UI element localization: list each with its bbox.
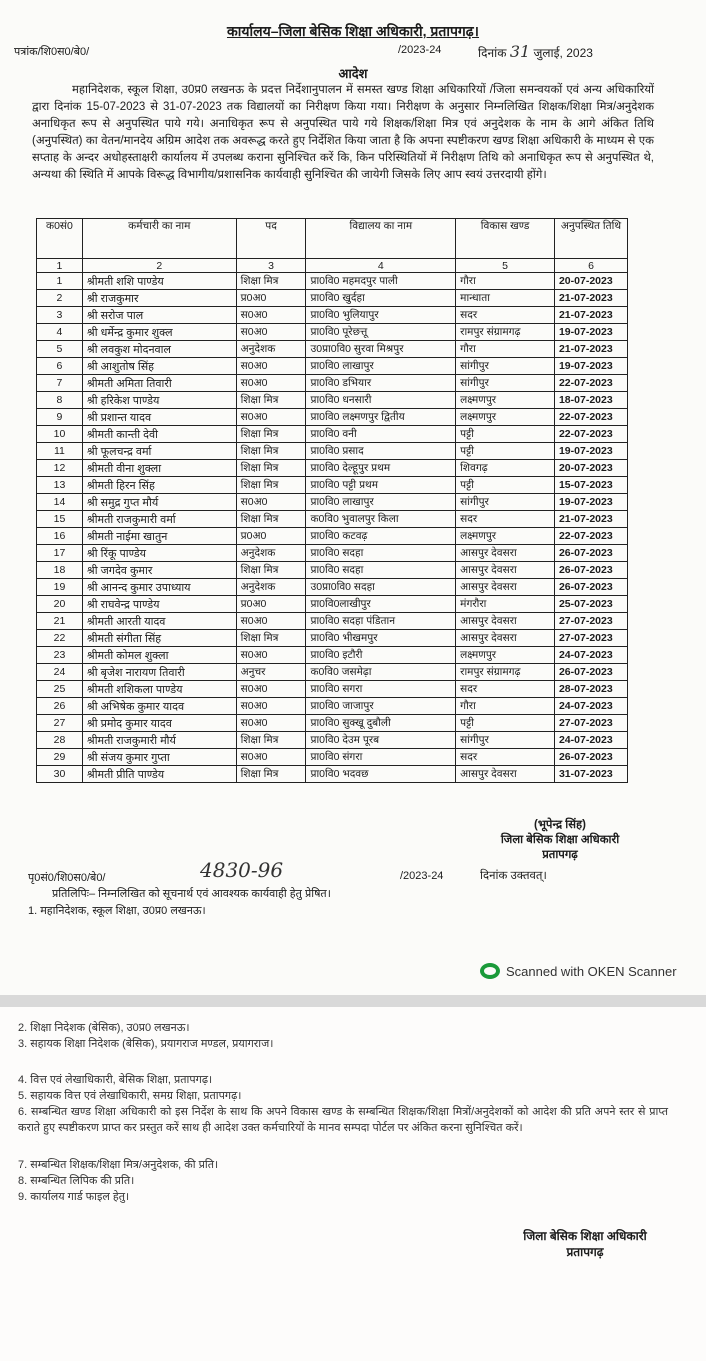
table-row (37, 290, 628, 307)
copy-item-7: 7. सम्बन्धित शिक्षक/शिक्षा मित्र/अनुदेशक, की प्रति। (18, 1159, 219, 1171)
column-number: 1 (37, 259, 83, 273)
absent-date-cell: 22-07-2023 (554, 409, 627, 426)
column-header: कर्मचारी का नाम (82, 219, 236, 259)
table-row (37, 664, 628, 681)
table-row (37, 698, 628, 715)
absent-date-cell: 25-07-2023 (554, 596, 627, 613)
copy-item-2: 2. शिक्षा निदेशक (बेसिक), उ0प्र0 लखनऊ। (18, 1022, 190, 1034)
serial-number-cell: 27 (37, 715, 83, 732)
employee-name-cell: श्री प्रमोद कुमार यादव (82, 715, 236, 732)
school-name-cell: प्रा0वि0 पट्टी प्रथम (306, 477, 456, 494)
column-header: विद्यालय का नाम (306, 219, 456, 259)
table-row (37, 613, 628, 630)
serial-number-cell: 23 (37, 647, 83, 664)
development-block-cell: पट्टी (456, 426, 555, 443)
serial-number-cell: 10 (37, 426, 83, 443)
post-cell: स0अ0 (236, 613, 306, 630)
employee-name-cell: श्री फूलचन्द्र वर्मा (82, 443, 236, 460)
absent-date-cell: 22-07-2023 (554, 528, 627, 545)
school-name-cell: प्रा0वि0 इटौरी (306, 647, 456, 664)
development-block-cell: सदर (456, 511, 555, 528)
signatory-designation-2: जिला बेसिक शिक्षा अधिकारी (523, 1229, 647, 1243)
serial-number-cell: 3 (37, 307, 83, 324)
development-block-cell: पट्टी (456, 443, 555, 460)
school-name-cell: प्रा0वि0 धनसारी (306, 392, 456, 409)
school-name-cell: प्रा0वि0 वनी (306, 426, 456, 443)
scanner-label: Scanned with OKEN Scanner (506, 963, 677, 979)
absent-date-cell: 21-07-2023 (554, 341, 627, 358)
absent-date-cell: 26-07-2023 (554, 749, 627, 766)
table-row (37, 324, 628, 341)
school-name-cell: प्रा0वि0 सदहा (306, 562, 456, 579)
table-row (37, 749, 628, 766)
table-row (37, 443, 628, 460)
copy-handwritten-number: 4830-96 (200, 858, 284, 882)
post-cell: शिक्षा मित्र (236, 273, 306, 290)
absent-date-cell: 21-07-2023 (554, 307, 627, 324)
serial-number-cell: 8 (37, 392, 83, 409)
school-name-cell: क0वि0 भुवालपुर किला (306, 511, 456, 528)
column-header: विकास खण्ड (456, 219, 555, 259)
employee-name-cell: श्रीमती वीना शुक्ला (82, 460, 236, 477)
table-row (37, 375, 628, 392)
school-name-cell: प्रा0वि0 भीखमपुर (306, 630, 456, 647)
serial-number-cell: 2 (37, 290, 83, 307)
post-cell: शिक्षा मित्र (236, 732, 306, 749)
post-cell: स0अ0 (236, 698, 306, 715)
development-block-cell: लक्ष्मणपुर (456, 647, 555, 664)
table-row (37, 341, 628, 358)
absent-date-cell: 18-07-2023 (554, 392, 627, 409)
office-title: कार्यालय–जिला बेसिक शिक्षा अधिकारी, प्रतापगढ़। (226, 23, 479, 39)
post-cell: स0अ0 (236, 307, 306, 324)
school-name-cell: प्रा0वि0 देल्हूपुर प्रथम (306, 460, 456, 477)
absent-date-cell: 24-07-2023 (554, 698, 627, 715)
employee-name-cell: श्री जगदेव कुमार (82, 562, 236, 579)
development-block-cell: लक्ष्मणपुर (456, 409, 555, 426)
school-name-cell: प्रा0वि0 देउम पूरब (306, 732, 456, 749)
table-row (37, 681, 628, 698)
post-cell: स0अ0 (236, 358, 306, 375)
table-row (37, 732, 628, 749)
serial-number-cell: 29 (37, 749, 83, 766)
employee-name-cell: श्रीमती आरती यादव (82, 613, 236, 630)
copy-item-6: 6. सम्बन्धित खण्ड शिक्षा अधिकारी को इस निर्देश के साथ कि अपने विकास खण्ड के सम्बन्धित शिक्षक/शिक्षा मित्रों/अनुदेशकों को आदेश की प्रति अपने स्तर से प्राप्त कराते हुए स्पष्टीकरण प्राप्त कर प्रस्तुत करें साथ ही आदेश उक्त कर्मचारियों के मानव सम्पदा पोर्टल पर अंकित करना सुनिश्चित करें। (18, 1106, 668, 1134)
table-row (37, 647, 628, 664)
absent-date-cell: 27-07-2023 (554, 630, 627, 647)
development-block-cell: लक्ष्मणपुर (456, 392, 555, 409)
development-block-cell: गौरा (456, 273, 555, 290)
development-block-cell: सदर (456, 749, 555, 766)
employee-name-cell: श्रीमती कान्ती देवी (82, 426, 236, 443)
absent-date-cell: 31-07-2023 (554, 766, 627, 783)
serial-number-cell: 13 (37, 477, 83, 494)
post-cell: शिक्षा मित्र (236, 562, 306, 579)
absent-date-cell: 24-07-2023 (554, 647, 627, 664)
serial-number-cell: 26 (37, 698, 83, 715)
employee-name-cell: श्री धर्मेन्द्र कुमार शुक्ल (82, 324, 236, 341)
post-cell: स0अ0 (236, 749, 306, 766)
copy-item-4: 4. वित्त एवं लेखाधिकारी, बेसिक शिक्षा, प्रतापगढ़। (18, 1074, 213, 1086)
employee-name-cell: श्रीमती प्रीति पाण्डेय (82, 766, 236, 783)
school-name-cell: उ0प्रा0वि0 सुरवा मिश्रपुर (306, 341, 456, 358)
employee-name-cell: श्रीमती हिरन सिंह (82, 477, 236, 494)
absent-date-cell: 19-07-2023 (554, 324, 627, 341)
absent-date-cell: 26-07-2023 (554, 579, 627, 596)
serial-number-cell: 9 (37, 409, 83, 426)
column-header: अनुपस्थित तिथि (554, 219, 627, 259)
copy-item-8: 8. सम्बन्धित लिपिक की प्रति। (18, 1175, 135, 1187)
post-cell: शिक्षा मित्र (236, 443, 306, 460)
order-date (478, 42, 593, 61)
school-name-cell: प्रा0वि0 प्रसाद (306, 443, 456, 460)
signatory-place: प्रतापगढ़ (542, 849, 578, 861)
post-cell: स0अ0 (236, 494, 306, 511)
absent-date-cell: 26-07-2023 (554, 664, 627, 681)
absent-date-cell: 27-07-2023 (554, 715, 627, 732)
post-cell: शिक्षा मित्र (236, 426, 306, 443)
development-block-cell: रामपुर संग्रामगढ़ (456, 324, 555, 341)
employee-name-cell: श्रीमती अमिता तिवारी (82, 375, 236, 392)
absent-date-cell: 21-07-2023 (554, 511, 627, 528)
development-block-cell: मान्धाता (456, 290, 555, 307)
post-cell: शिक्षा मित्र (236, 392, 306, 409)
absentee-table (36, 218, 628, 783)
serial-number-cell: 19 (37, 579, 83, 596)
serial-number-cell: 24 (37, 664, 83, 681)
scanner-watermark (480, 963, 677, 979)
table-row (37, 579, 628, 596)
employee-name-cell: श्री लवकुश मोदनवाल (82, 341, 236, 358)
serial-number-cell: 25 (37, 681, 83, 698)
serial-number-cell: 16 (37, 528, 83, 545)
employee-name-cell: श्रीमती राजकुमारी मौर्य (82, 732, 236, 749)
signatory-name: (भूपेन्द्र सिंह) (534, 819, 586, 831)
school-name-cell: प्रा0वि0 भदवछ (306, 766, 456, 783)
table-row (37, 477, 628, 494)
serial-number-cell: 20 (37, 596, 83, 613)
development-block-cell: पट्टी (456, 477, 555, 494)
absent-date-cell: 19-07-2023 (554, 494, 627, 511)
post-cell: स0अ0 (236, 647, 306, 664)
school-name-cell: प्रा0वि0 जाजापुर (306, 698, 456, 715)
serial-number-cell: 17 (37, 545, 83, 562)
table-row (37, 630, 628, 647)
employee-name-cell: श्री अभिषेक कुमार यादव (82, 698, 236, 715)
development-block-cell: आसपुर देवसरा (456, 545, 555, 562)
oken-logo-icon (480, 963, 500, 979)
employee-name-cell: श्री आनन्द कुमार उपाध्याय (82, 579, 236, 596)
absent-date-cell: 19-07-2023 (554, 443, 627, 460)
table-row (37, 460, 628, 477)
order-heading: आदेश (338, 66, 368, 81)
order-body: महानिदेशक, स्कूल शिक्षा, उ0प्र0 लखनऊ के प्रदत्त निर्देशानुपालन में समस्त खण्ड शिक्षा अधिकारियों /जिला समन्वयकों एवं अन्य अधिकारियों द्वारा दिनांक 15-07-2023 से 31-07-2023 तक विद्यालयों का निरीक्षण किया गया। निरीक्षण के अनुसार निम्नलिखित शिक्षक/शिक्षा मित्र/अनुदेशक अनाधिकृत रूप से अनुपस्थित पाये गये। अनाधिकृत रूप से अनुपस्थित पाये गये शिक्षक/शिक्षा मित्र एवं अनुदेशक के नाम के आगे अंकित तिथि (अनुपस्थित) का वेतन/मानदेय अग्रिम आदेश तक अवरूद्ध करते हुए निर्देशित किया जाता है कि अपना स्पष्टीकरण खण्ड शिक्षा अधिकारी के माध्यम से एक सप्ताह के अन्दर अधोहस्ताक्षरी कार्यालय में उपलब्ध कराना सुनिश्चित करें कि, किन परिस्थितियों में निरीक्षण तिथि को अनाधिकृत रूप से अनुपस्थित थे, अन्यथा की स्थिति में आपके विरूद्ध विभागीय/प्रशासनिक कार्यवाही सुनिश्चित की जायेगी जिसके लिए आप स्वयं उत्तरदायी होंगे। (32, 84, 654, 181)
table-row (37, 715, 628, 732)
employee-name-cell: श्रीमती शशिकला पाण्डेय (82, 681, 236, 698)
serial-number-cell: 7 (37, 375, 83, 392)
serial-number-cell: 30 (37, 766, 83, 783)
employee-name-cell: श्री रिंकू पाण्डेय (82, 545, 236, 562)
column-number-row (37, 259, 628, 273)
post-cell: स0अ0 (236, 375, 306, 392)
column-header: क0सं0 (37, 219, 83, 259)
post-cell: प्र0अ0 (236, 290, 306, 307)
development-block-cell: सदर (456, 681, 555, 698)
serial-number-cell: 22 (37, 630, 83, 647)
employee-name-cell: श्रीमती संगीता सिंह (82, 630, 236, 647)
school-name-cell: प्रा0वि0 लक्ष्मणपुर द्वितीय (306, 409, 456, 426)
serial-number-cell: 28 (37, 732, 83, 749)
column-number: 2 (82, 259, 236, 273)
copy-item-3: 3. सहायक शिक्षा निदेशक (बेसिक), प्रयागराज मण्डल, प्रयागराज। (18, 1038, 274, 1050)
table-row (37, 596, 628, 613)
development-block-cell: पट्टी (456, 715, 555, 732)
school-name-cell: उ0प्रा0वि0 सदहा (306, 579, 456, 596)
absent-date-cell: 24-07-2023 (554, 732, 627, 749)
employee-name-cell: श्रीमती कोमल शुक्ला (82, 647, 236, 664)
table-row (37, 528, 628, 545)
column-number: 3 (236, 259, 306, 273)
development-block-cell: आसपुर देवसरा (456, 613, 555, 630)
absent-date-cell: 20-07-2023 (554, 273, 627, 290)
table-row (37, 392, 628, 409)
employee-name-cell: श्री राजकुमार (82, 290, 236, 307)
post-cell: अनुचर (236, 664, 306, 681)
employee-name-cell: श्री बृजेश नारायण तिवारी (82, 664, 236, 681)
post-cell: स0अ0 (236, 324, 306, 341)
development-block-cell: आसपुर देवसरा (456, 579, 555, 596)
employee-name-cell: श्री समुद्र गुप्त मौर्य (82, 494, 236, 511)
development-block-cell: शिवगढ़ (456, 460, 555, 477)
school-name-cell: प्रा0वि0 खुर्दहा (306, 290, 456, 307)
date-day: 31 (509, 42, 531, 61)
school-name-cell: प्रा0वि0 सगरा (306, 681, 456, 698)
table-row (37, 409, 628, 426)
copy-year: /2023-24 (400, 870, 444, 882)
post-cell: स0अ0 (236, 409, 306, 426)
copy-item-5: 5. सहायक वित्त एवं लेखाधिकारी, समग्र शिक्षा, प्रतापगढ़। (18, 1090, 242, 1102)
absent-date-cell: 20-07-2023 (554, 460, 627, 477)
school-name-cell: प्रा0वि0 डभियार (306, 375, 456, 392)
reference-number: पत्रांक/शि0स0/बे0/ (14, 46, 90, 58)
post-cell: शिक्षा मित्र (236, 766, 306, 783)
employee-name-cell: श्रीमती नाईमा खातुन (82, 528, 236, 545)
development-block-cell: सांगीपुर (456, 358, 555, 375)
absent-date-cell: 22-07-2023 (554, 426, 627, 443)
development-block-cell: सदर (456, 307, 555, 324)
school-name-cell: प्रा0वि0 पूरेछत्तू (306, 324, 456, 341)
table-header-row (37, 219, 628, 259)
absent-date-cell: 26-07-2023 (554, 545, 627, 562)
table-row (37, 545, 628, 562)
development-block-cell: गौरा (456, 698, 555, 715)
post-cell: अनुदेशक (236, 341, 306, 358)
column-number: 4 (306, 259, 456, 273)
table-row (37, 562, 628, 579)
employee-name-cell: श्रीमती शशि पाण्डेय (82, 273, 236, 290)
serial-number-cell: 5 (37, 341, 83, 358)
serial-number-cell: 14 (37, 494, 83, 511)
school-name-cell: प्रा0वि0लाखीपुर (306, 596, 456, 613)
post-cell: शिक्षा मित्र (236, 630, 306, 647)
development-block-cell: गौरा (456, 341, 555, 358)
development-block-cell: सांगीपुर (456, 375, 555, 392)
employee-name-cell: श्री हरिकेश पाण्डेय (82, 392, 236, 409)
signature-block-2 (500, 1228, 670, 1260)
column-number: 6 (554, 259, 627, 273)
employee-name-cell: श्रीमती राजकुमारी वर्मा (82, 511, 236, 528)
table-row (37, 307, 628, 324)
signatory-place-2: प्रतापगढ़ (566, 1245, 604, 1259)
serial-number-cell: 15 (37, 511, 83, 528)
copy-date: दिनांक उक्तवत्। (480, 870, 547, 882)
employee-name-cell: श्री राघवेन्द्र पाण्डेय (82, 596, 236, 613)
post-cell: शिक्षा मित्र (236, 511, 306, 528)
signature-block (470, 818, 650, 863)
table-row (37, 494, 628, 511)
column-header: पद (236, 219, 306, 259)
post-cell: स0अ0 (236, 715, 306, 732)
serial-number-cell: 12 (37, 460, 83, 477)
serial-number-cell: 11 (37, 443, 83, 460)
copy-heading: प्रतिलिपिः– निम्नलिखित को सूचनार्थ एवं आवश्यक कार्यवाही हेतु प्रेषित। (52, 888, 331, 900)
date-month-year: जुलाई, 2023 (533, 46, 593, 60)
employee-name-cell: श्री सरोज पाल (82, 307, 236, 324)
post-cell: अनुदेशक (236, 579, 306, 596)
school-name-cell: प्रा0वि0 लाखापुर (306, 358, 456, 375)
absent-date-cell: 15-07-2023 (554, 477, 627, 494)
absent-date-cell: 26-07-2023 (554, 562, 627, 579)
school-name-cell: प्रा0वि0 संगरा (306, 749, 456, 766)
employee-name-cell: श्री संजय कुमार गुप्ता (82, 749, 236, 766)
absent-date-cell: 28-07-2023 (554, 681, 627, 698)
development-block-cell: मंगरौरा (456, 596, 555, 613)
employee-name-cell: श्री प्रशान्त यादव (82, 409, 236, 426)
signatory-designation: जिला बेसिक शिक्षा अधिकारी (500, 834, 620, 846)
serial-number-cell: 4 (37, 324, 83, 341)
table-row (37, 358, 628, 375)
absent-date-cell: 27-07-2023 (554, 613, 627, 630)
post-cell: अनुदेशक (236, 545, 306, 562)
table-row (37, 766, 628, 783)
post-cell: शिक्षा मित्र (236, 477, 306, 494)
development-block-cell: आसपुर देवसरा (456, 630, 555, 647)
school-name-cell: प्रा0वि0 भुलियापुर (306, 307, 456, 324)
development-block-cell: लक्ष्मणपुर (456, 528, 555, 545)
development-block-cell: आसपुर देवसरा (456, 766, 555, 783)
copy-item-9: 9. कार्यालय गार्ड फाइल हेतु। (18, 1191, 130, 1203)
development-block-cell: रामपुर संग्रामगढ़ (456, 664, 555, 681)
page-separator (0, 995, 706, 1007)
development-block-cell: सांगीपुर (456, 732, 555, 749)
school-name-cell: प्रा0वि0 महमदपुर पाली (306, 273, 456, 290)
school-name-cell: प्रा0वि0 लाखापुर (306, 494, 456, 511)
absent-date-cell: 21-07-2023 (554, 290, 627, 307)
employee-name-cell: श्री आशुतोष सिंह (82, 358, 236, 375)
copy-item-1: 1. महानिदेशक, स्कूल शिक्षा, उ0प्र0 लखनऊ। (28, 905, 206, 917)
absent-date-cell: 19-07-2023 (554, 358, 627, 375)
serial-number-cell: 6 (37, 358, 83, 375)
school-name-cell: प्रा0वि0 सदहा पंडितान (306, 613, 456, 630)
table-row (37, 426, 628, 443)
school-name-cell: प्रा0वि0 सदहा (306, 545, 456, 562)
post-cell: प्र0अ0 (236, 596, 306, 613)
school-name-cell: प्रा0वि0 सुक्खू दुबौली (306, 715, 456, 732)
copy-reference: पृ0सं0/शि0स0/बे0/ (28, 872, 106, 884)
development-block-cell: आसपुर देवसरा (456, 562, 555, 579)
post-cell: स0अ0 (236, 681, 306, 698)
table-row (37, 273, 628, 290)
development-block-cell: सांगीपुर (456, 494, 555, 511)
date-label: दिनांक (478, 46, 507, 60)
serial-number-cell: 18 (37, 562, 83, 579)
post-cell: शिक्षा मित्र (236, 460, 306, 477)
school-name-cell: क0वि0 जसमेढ़ा (306, 664, 456, 681)
table-row (37, 511, 628, 528)
reference-year: /2023-24 (398, 44, 442, 56)
column-number: 5 (456, 259, 555, 273)
school-name-cell: प्रा0वि0 कटवढ़ (306, 528, 456, 545)
post-cell: प्र0अ0 (236, 528, 306, 545)
absent-date-cell: 22-07-2023 (554, 375, 627, 392)
serial-number-cell: 21 (37, 613, 83, 630)
serial-number-cell: 1 (37, 273, 83, 290)
